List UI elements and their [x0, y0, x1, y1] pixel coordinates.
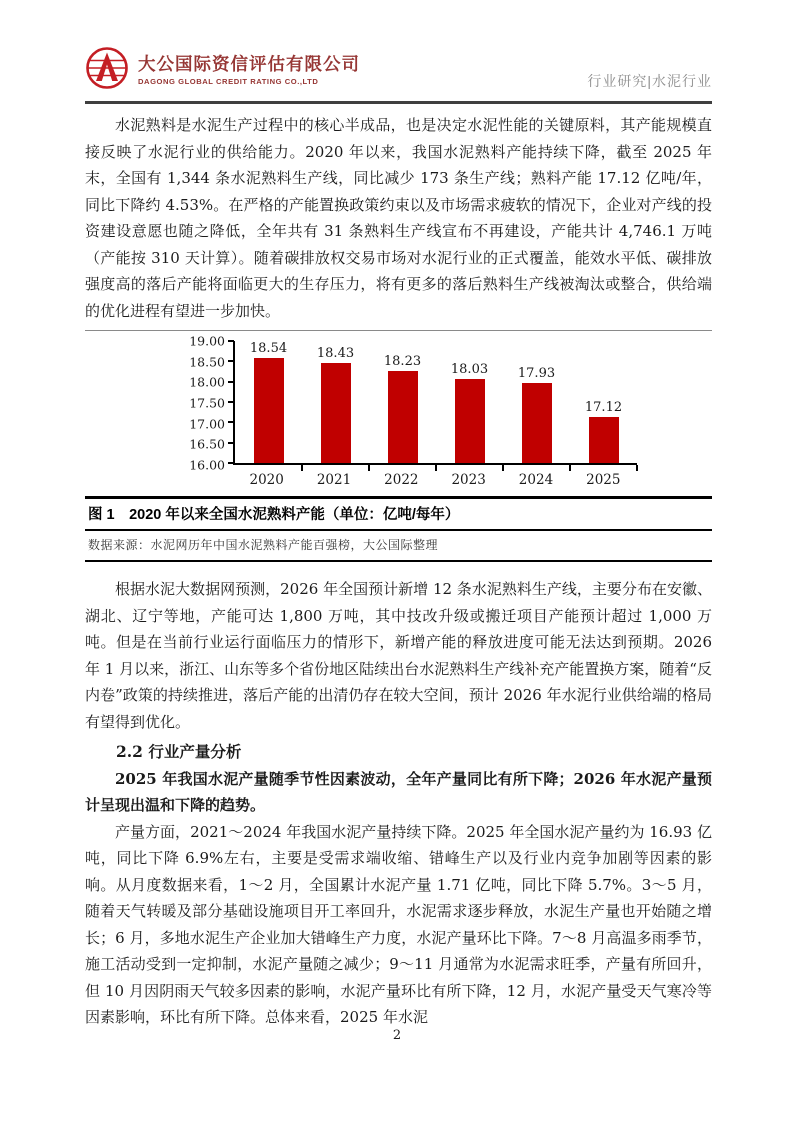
x-axis-tick	[502, 465, 504, 471]
paragraph-output-analysis: 产量方面，2021～2024 年我国水泥产量持续下降。2025 年全国水泥产量约为 16.93 亿吨，同比下降 6.9%左右，主要是受需求端收缩、错峰生产以及行业内竞争加剧等因素的影响。从月度数据来看，1～2 月，全国累计水泥产量 1.71 亿吨，同比下降 5.7%。3～5 月，随着天气转暖及部分基础设施项目开工率回升，水泥需求逐步释放，水泥生产量也开始随之增长；6 月，多地水泥生产企业加大错峰生产力度，水泥产量环比下降。7～8 月高温多雨季节，施工活动受到一定抑制，水泥产量随之减少；9～11 月通常为水泥需求旺季，产量有所回升，但 10 月因阴雨天气较多因素的影响，水泥产量环比有所下降，12 月，水泥产量受天气寒冷等因素影响，环比有所下降。总体来看，2025 年水泥	[85, 822, 712, 1026]
chart-plot-region	[185, 333, 637, 473]
bar-column-2021	[302, 341, 369, 463]
page-number: 2	[392, 1028, 402, 1043]
figure1-captions	[85, 496, 712, 562]
paragraph-bold-summary: 2025 年我国水泥产量随季节性因素波动，全年产量同比有所下降；2026 年水泥产量预计呈现出温和下降的趋势。	[85, 769, 712, 814]
bar-column-2020	[235, 341, 302, 463]
y-axis	[185, 333, 233, 473]
x-axis-label: 2020	[249, 472, 284, 488]
x-axis-label: 2022	[384, 472, 419, 488]
x-axis-tick	[435, 465, 437, 471]
figure1-bar-chart	[185, 333, 637, 488]
report-category-label: 行业研究|水泥行业	[587, 73, 712, 89]
x-axis-tick	[636, 465, 638, 471]
y-axis-tick-label: 18.50	[189, 354, 225, 370]
y-axis-tick	[228, 381, 234, 383]
x-axis-tick	[301, 465, 303, 471]
page-footer	[0, 1028, 794, 1043]
bar-2022	[388, 371, 418, 463]
figure1-source: 数据来源：水泥网历年中国水泥熟料产能百强榜，大公国际整理	[85, 531, 712, 562]
bar-column-2022	[369, 341, 436, 463]
section-heading-2-2: 2.2 行业产量分析	[116, 742, 242, 761]
bar-2021	[321, 363, 351, 463]
bar-2024	[522, 383, 552, 463]
bar-column-2025	[570, 341, 637, 463]
brand-text	[138, 54, 360, 85]
bar-value-label: 18.23	[383, 353, 422, 369]
paragraph-2026-forecast: 根据水泥大数据网预测，2026 年全国预计新增 12 条水泥熟料生产线，主要分布在安徽、湖北、辽宁等地，产能可达 1,800 万吨，其中技改升级或搬迁项目产能预计超过 1,000 万吨。但是在当前行业运行面临压力的情形下，新增产能的释放进度可能无法达到预期。2026 年 1 月以来，浙江、山东等多个省份地区陆续出台水泥熟料生产线补充产能置换方案，随着“反内卷”政策的持续推进，落后产能的出清仍存在较大空间，预计 2026 年水泥行业供给端的格局有望得到优化。	[85, 580, 712, 731]
bar-value-label: 17.12	[584, 399, 623, 415]
y-axis-tick	[228, 442, 234, 444]
x-axis-tick	[368, 465, 370, 471]
page-header	[85, 0, 712, 94]
figure1-block	[85, 330, 712, 562]
figure1-caption: 图 1 2020 年以来全国水泥熟料产能（单位：亿吨/每年）	[85, 496, 712, 531]
company-name-en: DAGONG GLOBAL CREDIT RATING CO.,LTD	[138, 76, 319, 86]
y-axis-tick-label: 16.00	[189, 457, 225, 473]
y-axis-tick	[228, 421, 234, 423]
x-axis-label: 2025	[586, 472, 621, 488]
x-axis-label: 2023	[451, 472, 486, 488]
y-axis-tick-label: 18.00	[189, 374, 225, 390]
y-axis-tick-label: 16.50	[189, 436, 225, 452]
bar-2020	[254, 358, 284, 463]
y-axis-tick-label: 17.00	[189, 416, 225, 432]
spacer	[85, 562, 712, 576]
document-body	[85, 112, 712, 1031]
plot-area	[233, 341, 637, 465]
x-axis-label: 2021	[316, 472, 352, 488]
y-axis-tick	[228, 340, 234, 342]
dagong-logo-icon	[85, 46, 129, 94]
y-axis-tick	[228, 360, 234, 362]
x-axis-label: 2024	[518, 472, 554, 488]
brand	[85, 46, 360, 94]
bar-column-2023	[436, 341, 503, 463]
bar-value-label: 18.03	[450, 362, 489, 378]
company-name-cn: 大公国际资信评估有限公司	[138, 54, 360, 75]
y-axis-tick	[228, 462, 234, 464]
header-divider	[85, 101, 712, 104]
y-axis-tick-label: 17.50	[189, 395, 225, 411]
y-axis-tick-label: 19.00	[189, 333, 225, 349]
bar-2025	[589, 417, 619, 463]
paragraph-clinker-capacity: 水泥熟料是水泥生产过程中的核心半成品，也是决定水泥性能的关键原料，其产能规模直接反映了水泥行业的供给能力。2020 年以来，我国水泥熟料产能持续下降，截至 2025 年末，全国有 1,344 条水泥熟料生产线，同比减少 173 条生产线；熟料产能 17.12 亿吨/年，同比下降约 4.53%。在严格的产能置换政策约束以及市场需求疲软的情况下，企业对产线的投资建设意愿也随之降低，全年共有 31 条熟料生产线宣布不再建设，产能共计 4,746.1 万吨（产能按 310 天计算）。随着碳排放权交易市场对水泥行业的正式覆盖，能效水平低、碳排放强度高的落后产能将面临更大的生存压力，将有更多的落后熟料生产线被淘汰或整合，供给端的优化进程有望进一步加快。	[85, 116, 712, 320]
y-axis-tick	[228, 401, 234, 403]
bar-2023	[455, 379, 485, 463]
bar-value-label: 18.54	[249, 341, 288, 357]
bar-value-label: 18.43	[316, 345, 355, 361]
x-axis-tick	[569, 465, 571, 471]
bar-value-label: 17.93	[517, 366, 556, 382]
bar-column-2024	[503, 341, 570, 463]
